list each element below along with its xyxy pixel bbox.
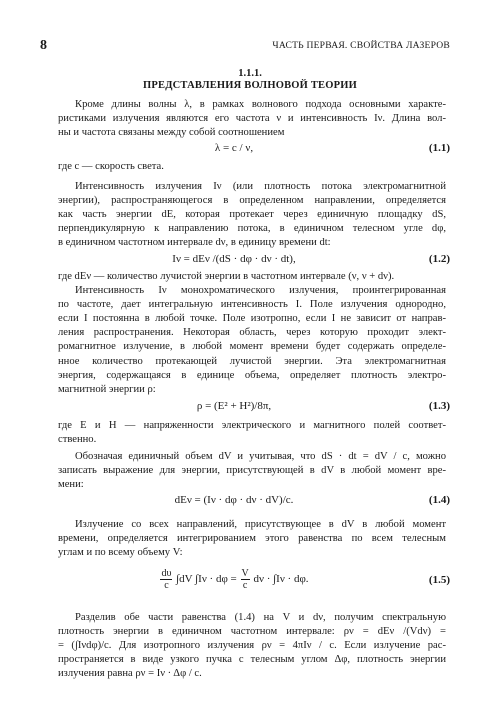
text-line: = (∫Iνdφ)/c. Для изотропного излучения ρν = 4πIν / c. Если излучение рас- [58,640,446,652]
text-line: плотность энергии в единичном частотном интервале: ρν = dEν /(Vdν) = [58,626,446,638]
text-line: энергия, содержащаяся в единице объема, определяет плотность электро- [58,369,446,381]
section-title: ПРЕДСТАВЛЕНИЯ ВОЛНОВОЙ ТЕОРИИ [143,80,357,91]
text-line: нное количество протекающей лучистой энергии. Эта электромагнитная [58,355,446,367]
fraction [160,568,172,591]
text-line: где dEν — количество лучистой энергии в частотном интервале (ν, ν + dν). [58,271,395,282]
text-line: магнитной энергии ρ: [58,383,156,395]
equation-tail: dν · ∫Iν · dφ. [253,573,309,586]
text-line: углам и по всему объему V: [58,547,183,559]
running-title: ЧАСТЬ ПЕРВАЯ. СВОЙСТВА ЛАЗЕРОВ [272,40,450,51]
page-number: 8 [40,38,47,53]
equation-number: (1.1) [428,142,450,154]
section-number: 1.1.1. [238,68,262,79]
text-line: Обозначая единичный объем dV и учитывая, что dS · dt = dV / c, можно [75,451,446,462]
fraction-numerator: dυ [161,568,172,579]
text-line: Интенсивность Iν монохроматического излучения, проинтегрированная [75,285,446,297]
fraction-numerator: V [241,568,249,579]
text-line: где E и H — напряженности электрического и магнитного полей соответ- [58,420,446,431]
text-line: как часть энергии dE, которая протекает через единичную площадку dS, [58,209,446,221]
text-line: излучения равна ρν = Iν · Δφ / c. [58,668,202,680]
paragraph-energy-density [58,270,446,397]
fraction-denominator: c [242,580,248,591]
equation-1-2 [58,253,450,271]
text-line: Излучение со всех направлений, присутствующее в dV в любой момент [75,519,446,530]
text-line: ны и частота связаны между собой соотношением [58,127,285,139]
equation-number: (1.2) [428,253,450,265]
text-line: Кроме длины волны λ, в рамках волнового подхода основными характе- [75,99,446,110]
equation-number: (1.3) [428,400,450,412]
paragraph-all-directions [58,518,446,560]
fraction [241,568,250,591]
page-header [40,38,450,54]
equation-formula [58,568,410,591]
text-line: по частоте, дает интегральную интенсивность I. Поле излучения однородно, [58,299,446,311]
text-line: времени, определяется интегрированием этого равенства по всем телесным [58,533,446,545]
text-line: где c — скорость света. [58,161,164,172]
equation-1-1 [58,142,450,160]
text-line: ственно. [58,434,97,446]
equation-formula: dEν = (Iν · dφ · dν · dV)/c. [174,494,294,506]
text-line: пространяется в виде узкого пучка с телесным углом Δφ, плотность энергии [58,654,446,666]
text-line: мени: [58,479,84,491]
text-line: энергии), распространяющегося в определенном направлении, определяется [58,195,446,207]
text-line: Разделив обе части равенства (1.4) на V и dν, получим спектральную [75,612,446,623]
equation-1-5 [58,568,450,596]
equation-number: (1.5) [428,574,450,586]
text-line: записать выражение для энергии, присутствующей в dV в любой момент вре- [58,465,446,477]
equation-1-3 [58,400,450,418]
equation-formula: ρ = (E² + H²)/8π, [196,400,272,412]
fraction-denominator: c [164,580,169,591]
equation-middle: ∫dV ∫Iν · dφ = [176,573,237,586]
text-line: перпендикулярную к направлению потока, в единичном телесном угле dφ, [58,223,446,235]
text-line: если I постоянна в любой точке. Поле изотропно, если I не зависит от направ- [58,313,446,325]
paragraph-speed-of-light [58,160,446,174]
paragraph-unit-volume [58,450,446,492]
text-line: Интенсивность излучения Iν (или плотность потока электромагнитной [75,181,446,192]
text-line: ристиками излучения являются его частота ν и интенсивность Iν. Длина вол- [58,113,446,125]
equation-number: (1.4) [428,494,450,506]
paragraph-intro [58,98,446,140]
paragraph-intensity-definition [58,180,446,250]
equation-formula: Iν = dEν /(dS · dφ · dν · dt), [172,253,296,265]
paragraph-spectral-density [58,611,446,681]
text-line: ления распространения. Некоторая область, через которую проходит элект- [58,327,446,339]
text-line: ромагнитное излучение, в любой момент времени будет содержать определе- [58,341,446,353]
equation-formula: λ = c / ν, [214,142,254,154]
paragraph-field-strengths [58,419,446,447]
equation-1-4 [58,494,450,512]
text-line: в единичном частотном интервале dν, в единицу времени dt: [58,237,331,249]
